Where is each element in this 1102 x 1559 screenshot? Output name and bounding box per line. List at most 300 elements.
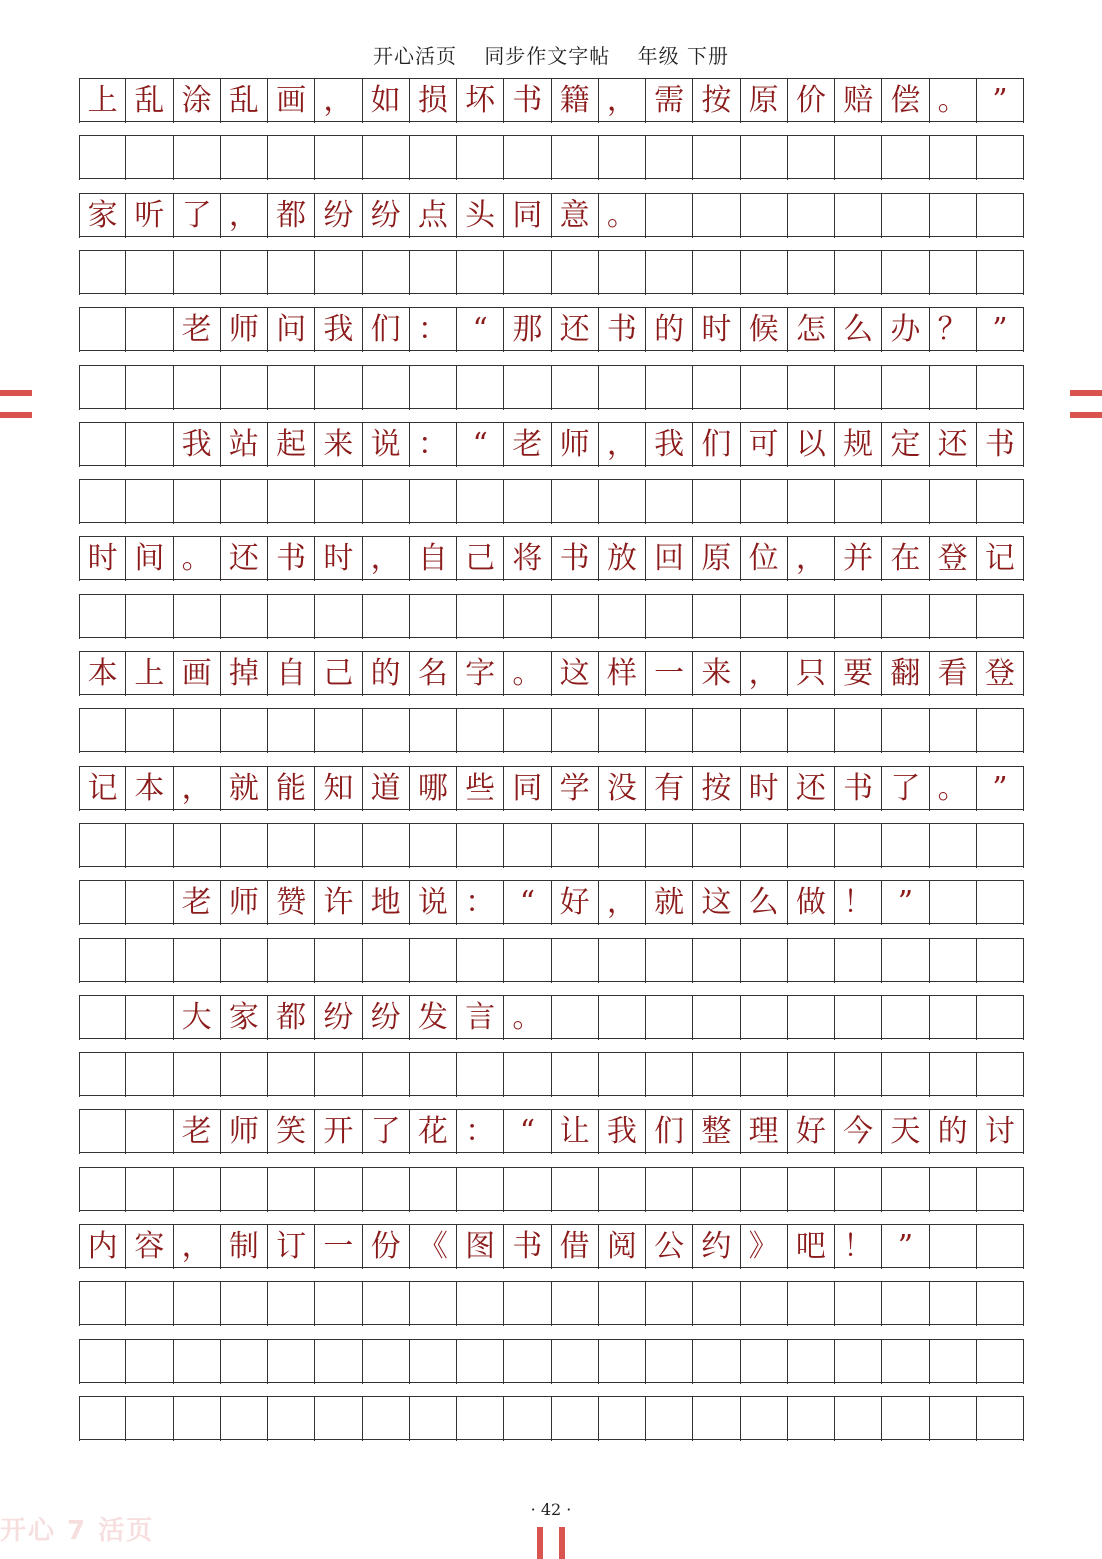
grid-cell bbox=[741, 1282, 788, 1326]
grid-cell: 地 bbox=[363, 881, 410, 925]
grid-cell: 时 bbox=[315, 537, 362, 581]
grid-cell bbox=[126, 480, 173, 524]
grid-cell bbox=[457, 1168, 504, 1212]
grid-cell: 名 bbox=[410, 652, 457, 696]
grid-cell bbox=[930, 1282, 977, 1326]
grid-cell: 时 bbox=[79, 537, 126, 581]
grid-cell: 己 bbox=[457, 537, 504, 581]
grid-row bbox=[79, 250, 1024, 294]
grid-cell bbox=[646, 1053, 693, 1097]
grid-cell: ” bbox=[977, 79, 1024, 123]
grid-cell: 来 bbox=[315, 423, 362, 467]
grid-cell: 偿 bbox=[882, 79, 929, 123]
grid-cell bbox=[315, 939, 362, 983]
grid-cell: 看 bbox=[930, 652, 977, 696]
grid-cell bbox=[882, 1340, 929, 1384]
grid-cell bbox=[599, 480, 646, 524]
grid-cell: 站 bbox=[221, 423, 268, 467]
grid-cell bbox=[693, 1397, 740, 1441]
grid-cell: 的 bbox=[930, 1110, 977, 1154]
grid-cell: 坏 bbox=[457, 79, 504, 123]
grid-cell: 怎 bbox=[788, 308, 835, 352]
grid-cell bbox=[788, 480, 835, 524]
grid-cell: 了 bbox=[174, 194, 221, 238]
grid-cell bbox=[788, 1168, 835, 1212]
grid-cell: 老 bbox=[174, 881, 221, 925]
grid-cell bbox=[930, 939, 977, 983]
grid-cell bbox=[646, 480, 693, 524]
grid-row bbox=[79, 938, 1024, 982]
grid-cell bbox=[552, 366, 599, 410]
grid-cell bbox=[174, 1053, 221, 1097]
grid-cell: 发 bbox=[410, 996, 457, 1040]
grid-cell: 们 bbox=[646, 1110, 693, 1154]
grid-cell bbox=[126, 709, 173, 753]
grid-cell: 登 bbox=[977, 652, 1024, 696]
grid-row bbox=[79, 78, 1024, 122]
grid-cell: 纷 bbox=[315, 194, 362, 238]
grid-cell bbox=[504, 480, 551, 524]
grid-cell: 老 bbox=[504, 423, 551, 467]
grid-cell: 订 bbox=[268, 1225, 315, 1269]
grid-cell bbox=[221, 251, 268, 295]
grid-cell: 乱 bbox=[126, 79, 173, 123]
grid-cell: 言 bbox=[457, 996, 504, 1040]
grid-cell bbox=[788, 366, 835, 410]
grid-cell bbox=[882, 366, 929, 410]
grid-cell bbox=[930, 824, 977, 868]
grid-cell: 《 bbox=[410, 1225, 457, 1269]
grid-cell bbox=[504, 1168, 551, 1212]
grid-cell: 说 bbox=[410, 881, 457, 925]
grid-cell bbox=[79, 1282, 126, 1326]
left-binding-mark-bottom bbox=[0, 412, 32, 418]
grid-cell bbox=[174, 366, 221, 410]
grid-cell bbox=[835, 1053, 882, 1097]
grid-cell bbox=[410, 1340, 457, 1384]
grid-cell bbox=[835, 1282, 882, 1326]
grid-cell bbox=[126, 1397, 173, 1441]
grid-cell bbox=[835, 824, 882, 868]
grid-cell bbox=[457, 251, 504, 295]
grid-cell bbox=[977, 366, 1024, 410]
grid-cell bbox=[599, 136, 646, 180]
grid-cell bbox=[315, 136, 362, 180]
grid-cell: 原 bbox=[741, 79, 788, 123]
grid-cell bbox=[315, 709, 362, 753]
grid-cell bbox=[457, 480, 504, 524]
grid-cell: 在 bbox=[882, 537, 929, 581]
grid-cell bbox=[977, 881, 1024, 925]
grid-cell bbox=[268, 824, 315, 868]
grid-cell bbox=[268, 366, 315, 410]
grid-cell: 上 bbox=[79, 79, 126, 123]
grid-cell bbox=[79, 480, 126, 524]
grid-cell: 都 bbox=[268, 996, 315, 1040]
grid-cell: 乱 bbox=[221, 79, 268, 123]
grid-cell bbox=[410, 1053, 457, 1097]
grid-cell bbox=[552, 1397, 599, 1441]
grid-cell bbox=[126, 251, 173, 295]
grid-cell bbox=[599, 251, 646, 295]
grid-cell: 时 bbox=[693, 308, 740, 352]
grid-cell bbox=[79, 366, 126, 410]
grid-cell: 家 bbox=[79, 194, 126, 238]
grid-cell: 没 bbox=[599, 767, 646, 811]
grid-cell: “ bbox=[457, 308, 504, 352]
grid-cell: 我 bbox=[599, 1110, 646, 1154]
grid-cell bbox=[835, 366, 882, 410]
watermark-logo: 开心 7 活页 bbox=[0, 1516, 155, 1546]
grid-cell: 这 bbox=[693, 881, 740, 925]
grid-cell: 我 bbox=[174, 423, 221, 467]
grid-cell bbox=[977, 996, 1024, 1040]
grid-cell bbox=[977, 939, 1024, 983]
grid-row bbox=[79, 1339, 1024, 1383]
grid-cell bbox=[552, 996, 599, 1040]
grid-cell bbox=[79, 136, 126, 180]
grid-cell bbox=[363, 939, 410, 983]
grid-cell: 约 bbox=[693, 1225, 740, 1269]
grid-cell bbox=[221, 939, 268, 983]
grid-cell: 。 bbox=[930, 79, 977, 123]
grid-cell bbox=[126, 1340, 173, 1384]
grid-cell: 涂 bbox=[174, 79, 221, 123]
grid-cell bbox=[599, 366, 646, 410]
grid-cell: ？ bbox=[930, 308, 977, 352]
grid-cell: 大 bbox=[174, 996, 221, 1040]
grid-cell: 了 bbox=[882, 767, 929, 811]
grid-cell bbox=[835, 939, 882, 983]
grid-cell bbox=[79, 308, 126, 352]
grid-cell bbox=[221, 1053, 268, 1097]
grid-row bbox=[79, 135, 1024, 179]
grid-cell: ！ bbox=[835, 1225, 882, 1269]
grid-cell bbox=[552, 939, 599, 983]
grid-cell: 书 bbox=[599, 308, 646, 352]
grid-cell bbox=[268, 709, 315, 753]
grid-cell bbox=[788, 996, 835, 1040]
grid-cell: ” bbox=[882, 881, 929, 925]
grid-cell bbox=[221, 595, 268, 639]
grid-cell: 赔 bbox=[835, 79, 882, 123]
grid-cell bbox=[930, 709, 977, 753]
grid-cell bbox=[693, 1282, 740, 1326]
grid-cell: ： bbox=[457, 881, 504, 925]
grid-cell bbox=[504, 595, 551, 639]
grid-cell: ， bbox=[363, 537, 410, 581]
grid-cell bbox=[363, 366, 410, 410]
grid-cell: 起 bbox=[268, 423, 315, 467]
grid-cell bbox=[552, 824, 599, 868]
grid-cell bbox=[693, 251, 740, 295]
grid-cell: 只 bbox=[788, 652, 835, 696]
grid-cell bbox=[174, 595, 221, 639]
grid-cell bbox=[835, 1340, 882, 1384]
grid-cell: 做 bbox=[788, 881, 835, 925]
grid-cell: 让 bbox=[552, 1110, 599, 1154]
grid-cell bbox=[599, 709, 646, 753]
grid-cell bbox=[693, 709, 740, 753]
grid-cell: 样 bbox=[599, 652, 646, 696]
grid-cell: 我 bbox=[315, 308, 362, 352]
grid-cell bbox=[79, 996, 126, 1040]
grid-cell bbox=[126, 1282, 173, 1326]
grid-row bbox=[79, 422, 1024, 466]
grid-cell bbox=[363, 1397, 410, 1441]
grid-cell bbox=[174, 1397, 221, 1441]
grid-cell: ” bbox=[977, 767, 1024, 811]
grid-cell: 听 bbox=[126, 194, 173, 238]
grid-cell: 。 bbox=[174, 537, 221, 581]
grid-cell bbox=[693, 595, 740, 639]
grid-cell: 。 bbox=[930, 767, 977, 811]
bottom-binding-mark-left bbox=[537, 1527, 543, 1559]
grid-cell bbox=[788, 251, 835, 295]
grid-cell: 这 bbox=[552, 652, 599, 696]
grid-cell bbox=[126, 1168, 173, 1212]
grid-cell bbox=[315, 824, 362, 868]
grid-cell: ， bbox=[221, 194, 268, 238]
grid-cell: 还 bbox=[552, 308, 599, 352]
grid-cell bbox=[882, 251, 929, 295]
grid-cell: ， bbox=[788, 537, 835, 581]
grid-cell bbox=[741, 824, 788, 868]
grid-cell bbox=[788, 709, 835, 753]
grid-cell: ， bbox=[174, 767, 221, 811]
grid-cell bbox=[315, 366, 362, 410]
grid-cell: 本 bbox=[79, 652, 126, 696]
grid-cell: 好 bbox=[552, 881, 599, 925]
grid-cell: 还 bbox=[788, 767, 835, 811]
grid-cell bbox=[315, 1397, 362, 1441]
grid-cell bbox=[174, 251, 221, 295]
grid-cell: 讨 bbox=[977, 1110, 1024, 1154]
grid-cell: 说 bbox=[363, 423, 410, 467]
grid-cell bbox=[930, 1225, 977, 1269]
grid-cell: 》 bbox=[741, 1225, 788, 1269]
grid-cell bbox=[741, 480, 788, 524]
grid-cell: 书 bbox=[504, 79, 551, 123]
grid-cell: 好 bbox=[788, 1110, 835, 1154]
grid-cell: ： bbox=[410, 308, 457, 352]
grid-cell bbox=[504, 366, 551, 410]
grid-row bbox=[79, 1167, 1024, 1211]
grid-cell bbox=[410, 136, 457, 180]
grid-cell: 放 bbox=[599, 537, 646, 581]
grid-cell bbox=[835, 1168, 882, 1212]
grid-cell: 问 bbox=[268, 308, 315, 352]
right-binding-mark-top bbox=[1070, 390, 1102, 396]
grid-cell bbox=[552, 595, 599, 639]
grid-cell: 老 bbox=[174, 1110, 221, 1154]
grid-cell bbox=[882, 824, 929, 868]
grid-cell: 字 bbox=[457, 652, 504, 696]
grid-cell bbox=[977, 1053, 1024, 1097]
grid-cell bbox=[646, 194, 693, 238]
grid-cell bbox=[268, 136, 315, 180]
grid-cell bbox=[504, 939, 551, 983]
grid-cell: ” bbox=[977, 308, 1024, 352]
grid-cell: 内 bbox=[79, 1225, 126, 1269]
grid-cell bbox=[268, 1168, 315, 1212]
grid-cell: 我 bbox=[646, 423, 693, 467]
grid-cell bbox=[930, 194, 977, 238]
grid-cell bbox=[977, 1168, 1024, 1212]
grid-cell bbox=[788, 824, 835, 868]
grid-cell bbox=[599, 824, 646, 868]
grid-cell bbox=[646, 595, 693, 639]
grid-cell: “ bbox=[504, 881, 551, 925]
grid-row bbox=[79, 1224, 1024, 1268]
grid-cell: 么 bbox=[835, 308, 882, 352]
grid-cell: ： bbox=[457, 1110, 504, 1154]
grid-row bbox=[79, 651, 1024, 695]
left-binding-mark-top bbox=[0, 390, 32, 396]
grid-cell bbox=[126, 423, 173, 467]
grid-cell bbox=[504, 251, 551, 295]
grid-cell: 今 bbox=[835, 1110, 882, 1154]
grid-cell: 赞 bbox=[268, 881, 315, 925]
grid-cell bbox=[835, 1397, 882, 1441]
grid-cell bbox=[599, 1397, 646, 1441]
grid-cell bbox=[79, 1340, 126, 1384]
grid-cell bbox=[174, 480, 221, 524]
grid-cell: 价 bbox=[788, 79, 835, 123]
grid-cell: 书 bbox=[552, 537, 599, 581]
grid-cell bbox=[741, 939, 788, 983]
grid-cell bbox=[268, 251, 315, 295]
grid-cell bbox=[552, 709, 599, 753]
grid-cell: 画 bbox=[174, 652, 221, 696]
grid-cell: 的 bbox=[646, 308, 693, 352]
grid-cell bbox=[221, 824, 268, 868]
grid-cell bbox=[788, 194, 835, 238]
grid-cell bbox=[788, 939, 835, 983]
grid-row bbox=[79, 1109, 1024, 1153]
grid-cell bbox=[363, 824, 410, 868]
grid-cell bbox=[741, 194, 788, 238]
grid-cell: 许 bbox=[315, 881, 362, 925]
grid-cell bbox=[174, 939, 221, 983]
grid-cell bbox=[552, 136, 599, 180]
grid-cell: 纷 bbox=[363, 996, 410, 1040]
grid-cell bbox=[457, 1397, 504, 1441]
grid-cell bbox=[599, 1053, 646, 1097]
grid-cell: ！ bbox=[835, 881, 882, 925]
grid-row bbox=[79, 536, 1024, 580]
grid-cell bbox=[788, 136, 835, 180]
grid-cell: 书 bbox=[268, 537, 315, 581]
grid-cell bbox=[363, 709, 410, 753]
grid-cell: 规 bbox=[835, 423, 882, 467]
grid-cell: 以 bbox=[788, 423, 835, 467]
grid-cell bbox=[174, 824, 221, 868]
grid-cell bbox=[221, 709, 268, 753]
grid-cell bbox=[882, 709, 929, 753]
grid-cell: 头 bbox=[457, 194, 504, 238]
grid-cell: ， bbox=[599, 881, 646, 925]
grid-cell bbox=[741, 1053, 788, 1097]
grid-cell: 天 bbox=[882, 1110, 929, 1154]
grid-cell bbox=[126, 824, 173, 868]
grid-cell: 可 bbox=[741, 423, 788, 467]
grid-cell: 纷 bbox=[363, 194, 410, 238]
grid-row bbox=[79, 766, 1024, 810]
grid-row bbox=[79, 193, 1024, 237]
grid-cell bbox=[693, 1168, 740, 1212]
grid-cell: 上 bbox=[126, 652, 173, 696]
grid-cell: 一 bbox=[646, 652, 693, 696]
grid-cell bbox=[835, 136, 882, 180]
grid-cell bbox=[882, 1053, 929, 1097]
grid-cell bbox=[930, 136, 977, 180]
grid-cell bbox=[79, 423, 126, 467]
grid-row bbox=[79, 365, 1024, 409]
grid-cell bbox=[599, 996, 646, 1040]
grid-cell bbox=[599, 1168, 646, 1212]
grid-cell bbox=[268, 480, 315, 524]
grid-cell bbox=[882, 1397, 929, 1441]
grid-row bbox=[79, 307, 1024, 351]
grid-cell: 己 bbox=[315, 652, 362, 696]
grid-cell: 图 bbox=[457, 1225, 504, 1269]
grid-cell: 定 bbox=[882, 423, 929, 467]
grid-cell bbox=[79, 1168, 126, 1212]
grid-cell bbox=[599, 939, 646, 983]
grid-cell: 本 bbox=[126, 767, 173, 811]
grid-cell: 翻 bbox=[882, 652, 929, 696]
grid-cell bbox=[977, 595, 1024, 639]
grid-cell bbox=[693, 480, 740, 524]
grid-cell bbox=[457, 1340, 504, 1384]
grid-cell bbox=[977, 1397, 1024, 1441]
grid-cell: 师 bbox=[221, 881, 268, 925]
grid-cell bbox=[221, 136, 268, 180]
grid-cell bbox=[835, 996, 882, 1040]
grid-cell: 吧 bbox=[788, 1225, 835, 1269]
writing-grid bbox=[79, 78, 1024, 1455]
grid-cell bbox=[646, 1282, 693, 1326]
grid-cell bbox=[268, 1282, 315, 1326]
grid-cell: 师 bbox=[552, 423, 599, 467]
grid-cell bbox=[977, 1340, 1024, 1384]
grid-cell bbox=[930, 881, 977, 925]
grid-cell bbox=[882, 996, 929, 1040]
grid-cell bbox=[646, 996, 693, 1040]
grid-cell: 还 bbox=[930, 423, 977, 467]
grid-cell bbox=[552, 1340, 599, 1384]
grid-cell: 就 bbox=[646, 881, 693, 925]
grid-cell: 能 bbox=[268, 767, 315, 811]
grid-row bbox=[79, 479, 1024, 523]
grid-cell: 一 bbox=[315, 1225, 362, 1269]
header-grade: 年级 下册 bbox=[637, 44, 730, 68]
grid-cell: 掉 bbox=[221, 652, 268, 696]
grid-cell bbox=[315, 480, 362, 524]
grid-cell: 有 bbox=[646, 767, 693, 811]
grid-cell bbox=[126, 1053, 173, 1097]
grid-cell bbox=[79, 709, 126, 753]
grid-cell: 。 bbox=[504, 652, 551, 696]
grid-cell: ： bbox=[410, 423, 457, 467]
grid-cell bbox=[126, 881, 173, 925]
grid-cell bbox=[457, 1282, 504, 1326]
grid-cell bbox=[363, 480, 410, 524]
grid-cell bbox=[457, 1053, 504, 1097]
grid-cell bbox=[552, 251, 599, 295]
grid-cell: 开 bbox=[315, 1110, 362, 1154]
